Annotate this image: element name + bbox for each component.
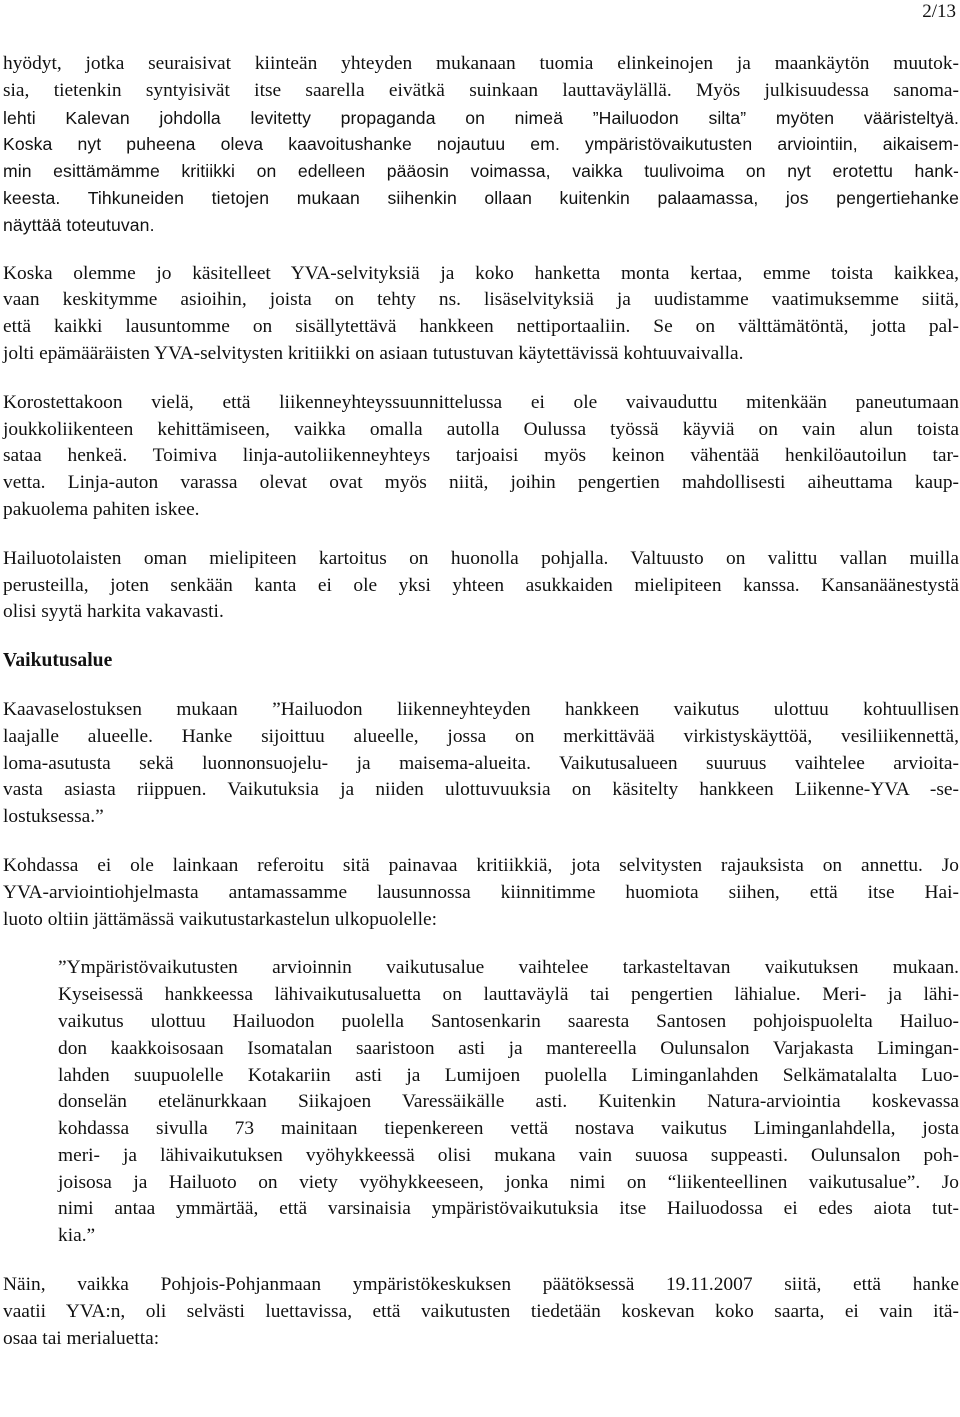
paragraph-public-transport bbox=[3, 390, 959, 524]
page-number: 2/13 bbox=[922, 1, 956, 22]
quote-line: vaikutus ulottuu Hailuodon puolella Santosenkarin saaresta Santosen pohjoispuolelta Hailuo- bbox=[58, 1010, 959, 1032]
quote-line: kohdassa sivulla 73 mainitaan tiepenkereen vettä nostava vaikutus Liminganlahdella, josta bbox=[58, 1118, 959, 1140]
quote-line: Kyseisessä hankkeessa lähivaikutusaluetta on lauttaväylä tai pengertien lähialue. Meri- ja lähi- bbox=[58, 984, 959, 1006]
quote-line: meri- ja lähivaikutuksen vyöhykkeessä olisi mukana vain suuosa suppeasti. Oulunsalon poh- bbox=[58, 1144, 959, 1166]
paragraph-gap bbox=[3, 524, 959, 546]
paragraph-gap bbox=[3, 675, 959, 697]
paragraph-gap bbox=[3, 933, 959, 955]
block-quote bbox=[3, 955, 959, 1250]
text-line: vasta asiasta riippuen. Vaikutuksia ja niiden ulottuvuuksia on käsitelty hankkeen Liikenne-YVA -se- bbox=[3, 779, 959, 801]
quote-line: don kaakkoisosaan Isomatalan saaristoon asti ja mantereella Oulunsalon Varjakasta Limingan- bbox=[58, 1037, 959, 1059]
section-heading: Vaikutusalue bbox=[3, 650, 113, 672]
paragraph-plan-description bbox=[3, 697, 959, 831]
document-body bbox=[3, 51, 959, 1352]
text-line: Näin, vaikka Pohjois-Pohjanmaan ympäristökeskuksen päätöksessä 19.11.2007 siitä, että hanke bbox=[3, 1274, 959, 1296]
quote-line: joisosa ja Hailuoto on viety vyöhykkeeseen, jonka nimi on “liikenteellinen vaikutusalue”. Jo bbox=[58, 1171, 959, 1193]
quote-line: kia.” bbox=[58, 1225, 96, 1247]
text-line: keesta. Tihkuneiden tietojen mukaan siihenkin ollaan kuitenkin palaamassa, jos pengertiehanke bbox=[3, 187, 959, 208]
text-line: vaan keskitymme asioihin, joista on tehty ns. lisäselvityksiä ja uudistamme vaatimuksemme siitä, bbox=[3, 289, 959, 311]
text-line: luoto oltiin jättämässä vaikutustarkastelun ulkopuolelle: bbox=[3, 908, 438, 930]
paragraph-opinion-survey bbox=[3, 546, 959, 626]
paragraph-final bbox=[3, 1272, 959, 1352]
quote-line: ”Ympäristövaikutusten arvioinnin vaikutusalue vaihtelee tarkasteltavan vaikutuksen mukaan. bbox=[58, 957, 959, 979]
text-line: hyödyt, jotka seuraisivat kiinteän yhteyden mukanaan tuomia elinkeinojen ja maankäytön muutok- bbox=[3, 53, 959, 74]
text-line: lostuksessa.” bbox=[3, 806, 104, 828]
text-line: Koska olemme jo käsitelleet YVA-selvityksiä ja koko hanketta monta kertaa, emme toista kaikkea, bbox=[3, 262, 959, 284]
text-line: sia, tietenkin syntyisivät itse saarella eivätkä suinkaan lauttaväylällä. Myös julkisuudessa sanoma- bbox=[3, 79, 959, 101]
text-line: Korostettakoon vielä, että liikenneyhteyssuunnittelussa ei ole vaivauduttu mitenkään paneutumaan bbox=[3, 391, 959, 413]
text-line: näyttää toteutuvan. bbox=[3, 214, 155, 235]
text-line: Kaavaselostuksen mukaan ”Hailuodon liikenneyhteyden hankkeen vaikutus ulottuu kohtuullisen bbox=[3, 698, 959, 720]
paragraph-gap bbox=[3, 368, 959, 390]
quote-line: lahden suupuolelle Kotakariin asti ja Lumijoen puolella Liminganlahden Selkämatalalta Luo- bbox=[58, 1064, 959, 1086]
paragraph-gap bbox=[3, 1250, 959, 1272]
text-line: Koska nyt puheena oleva kaavoitushanke nojautuu em. ympäristövaikutusten arviointiin, aikaisem- bbox=[3, 134, 959, 155]
text-line: jolti epämääräisten YVA-selvitysten kritiikki on asiaan tutustuvan käytettävissä kohtuuvaivalla. bbox=[3, 342, 744, 364]
text-line: olisi syytä harkita vakavasti. bbox=[3, 601, 224, 623]
paragraph-gap bbox=[3, 626, 959, 648]
text-line: että kaikki lausuntomme on sisällytettävä hankkeen nettiportaaliin. Se on välttämätöntä, jotta pal- bbox=[3, 316, 959, 338]
text-line: Kohdassa ei ole lainkaan referoitu sitä painavaa kritiikkiä, jota selvitysten rajauksista on annettu. Jo bbox=[3, 854, 959, 876]
text-line: vetta. Linja-auton varassa olevat ovat myös niitä, joihin pengertien mahdollisesti aiheuttama kaup- bbox=[3, 472, 959, 494]
text-line: loma-asutusta sekä luonnonsuojelu- ja maisema-alueita. Vaikutusalueen suuruus vaihtelee arvioita- bbox=[3, 752, 959, 774]
text-line: Hailuotolaisten oman mielipiteen kartoitus on huonolla pohjalla. Valtuusto on valittu vallan muilla bbox=[3, 547, 959, 569]
paragraph-criticism bbox=[3, 853, 959, 933]
text-line: osaa tai merialuetta: bbox=[3, 1327, 160, 1349]
paragraph-benefits bbox=[3, 51, 959, 239]
text-line: min esittämämme kritiikki on edelleen pääosin voimassa, vaikka tuulivoima on nyt erotettu hank- bbox=[3, 161, 959, 182]
text-line: sataa henkeä. Toimiva linja-autoliikenneyhteys tarjoaisi myös keinon vähentää henkilöautoilun tar- bbox=[3, 445, 959, 467]
text-line: joukkoliikenteen kehittämiseen, vaikka omalla autolla Oulussa työssä käyviä on vain alun toista bbox=[3, 418, 959, 440]
paragraph-gap bbox=[3, 831, 959, 853]
text-line: YVA-arviointiohjelmasta antamassamme lausunnossa kiinnitimme huomiota siihen, että itse Hai- bbox=[3, 881, 959, 903]
paragraph-gap bbox=[3, 239, 959, 261]
text-line: vaatii YVA:n, oli selvästi luettavissa, että vaikutusten tiedetään koskevan koko saarta, ei vain itä- bbox=[3, 1300, 959, 1322]
quote-line: donselän etelänurkkaan Siikajoen Varessäikälle asti. Kuitenkin Natura-arviointia koskevassa bbox=[58, 1091, 959, 1113]
text-line: pakuolema pahiten iskee. bbox=[3, 498, 200, 520]
text-line: perusteilla, joten senkään kanta ei ole yksi yhteen asukkaiden mielipiteen kanssa. Kansanäänestystä bbox=[3, 574, 959, 596]
text-line: lehti Kalevan johdolla levitetty propaganda on nimeä ”Hailuodon silta” myöten vääristeltyä. bbox=[3, 107, 959, 128]
text-line: laajalle alueelle. Hanke sijoittuu alueelle, jossa on merkittävää virkistyskäyttöä, vesiliikennettä, bbox=[3, 725, 959, 747]
quote-line: nimi antaa ymmärtää, että varsinaisia ympäristövaikutuksia itse Hailuodossa ei edes aiota tut- bbox=[58, 1198, 959, 1220]
paragraph-yva-reports bbox=[3, 261, 959, 368]
